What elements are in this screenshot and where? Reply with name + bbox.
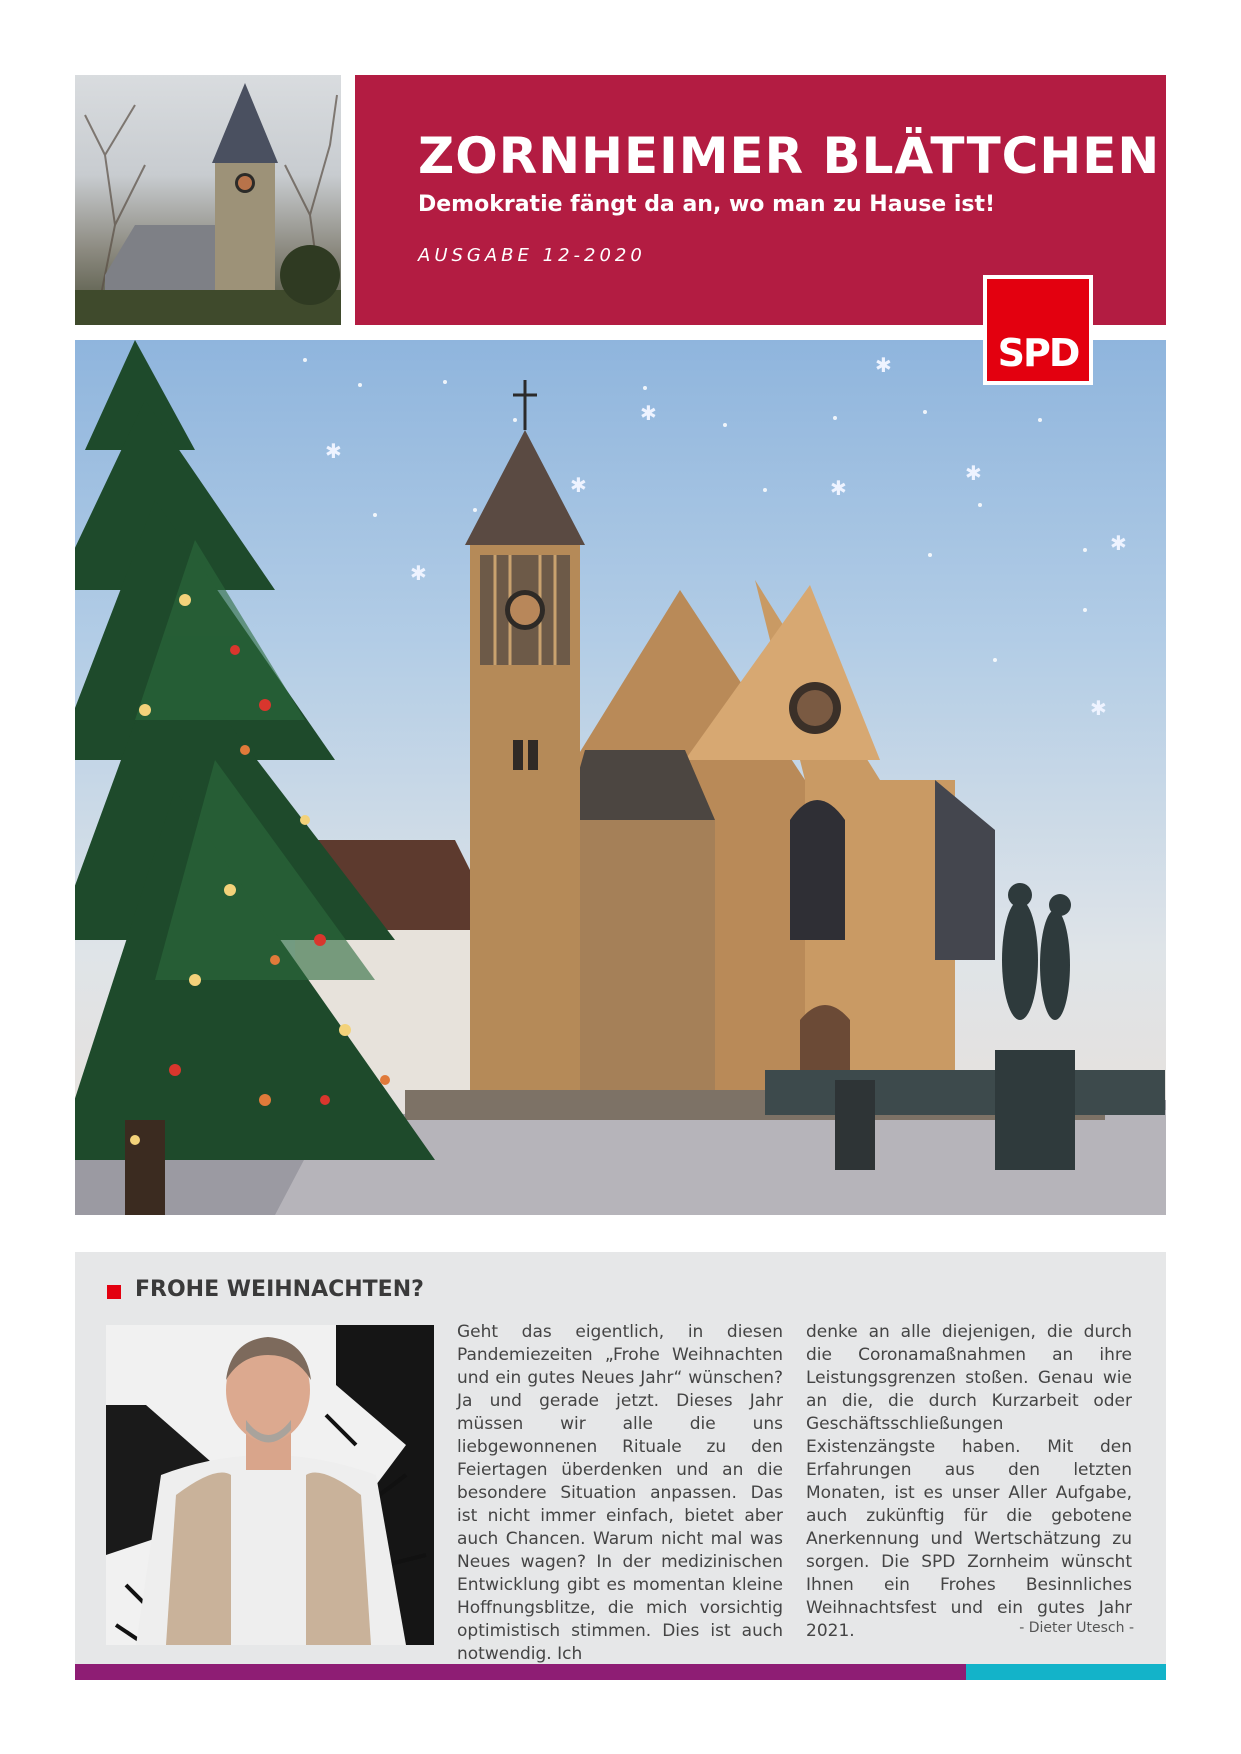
svg-text:✱: ✱ xyxy=(570,473,587,497)
article-text-column-2: denke an alle diejenigen, die durch die Coronamaßnahmen an ihre Leistungsgrenzen stoßen. Genau wie an die, die durch Kurzarbeit oder Geschäftsschließungen Existenzängste haben. Mit den Erfahrungen aus den letzten Monaten, ist es unser Aller Aufgabe, auch zukünftig für die gebotene Anerkennung und Wertschätzung zu sorgen. Die SPD Zornheim wünscht Ihnen ein Frohes Besinnliches Weihnachtsfest und ein gutes Jahr 2021. xyxy=(806,1322,1132,1641)
svg-text:✱: ✱ xyxy=(410,561,427,585)
heading-bullet-marker xyxy=(107,1285,121,1299)
article-heading: FROHE WEIHNACHTEN? xyxy=(135,1277,424,1302)
hero-church-christmas-image xyxy=(75,340,1166,1215)
newsletter-title: ZORNHEIMER BLÄTTCHEN xyxy=(418,127,1161,185)
article-section xyxy=(75,1252,1166,1664)
hero-illustration xyxy=(75,340,1166,1215)
svg-text:✱: ✱ xyxy=(830,476,847,500)
svg-text:✱: ✱ xyxy=(875,353,892,377)
spd-logo-box xyxy=(987,279,1089,381)
svg-text:✱: ✱ xyxy=(965,461,982,485)
church-thumbnail xyxy=(75,75,341,325)
author-portrait-illustration xyxy=(106,1325,434,1645)
article-author: - Dieter Utesch - xyxy=(1019,1620,1134,1636)
author-portrait xyxy=(106,1325,434,1645)
newsletter-subtitle: Demokratie fängt da an, wo man zu Hause ist! xyxy=(418,192,996,217)
footer-stripe-cyan xyxy=(966,1664,1166,1680)
spd-logo-text: SPD xyxy=(997,331,1079,375)
svg-text:✱: ✱ xyxy=(1110,531,1127,555)
svg-text:✱: ✱ xyxy=(640,401,657,425)
article-text-column-1: Geht das eigentlich, in diesen Pandemiezeiten „Frohe Weihnachten und ein gutes Neues Jahr“ wünschen? Ja und gerade jetzt. Dieses Jahr müssen wir alle die uns liebgewonnenen Rituale zu den Feiertagen überdenken und an die besondere Situation anpassen. Das ist nicht immer einfach, bietet aber auch Chancen. Warum nicht mal was Neues wagen? In der medizinischen Entwicklung gibt es momentan kleine Hoffnungsblitze, die mich vorsichtig optimistisch stimmen. Dies ist auch notwendig. Ich xyxy=(457,1322,783,1664)
issue-label: AUSGABE 12-2020 xyxy=(418,245,646,266)
footer-stripe-purple xyxy=(75,1664,966,1680)
svg-text:✱: ✱ xyxy=(1090,696,1107,720)
svg-text:✱: ✱ xyxy=(325,439,342,463)
spd-logo xyxy=(983,275,1093,385)
church-thumbnail-illustration xyxy=(75,75,341,325)
